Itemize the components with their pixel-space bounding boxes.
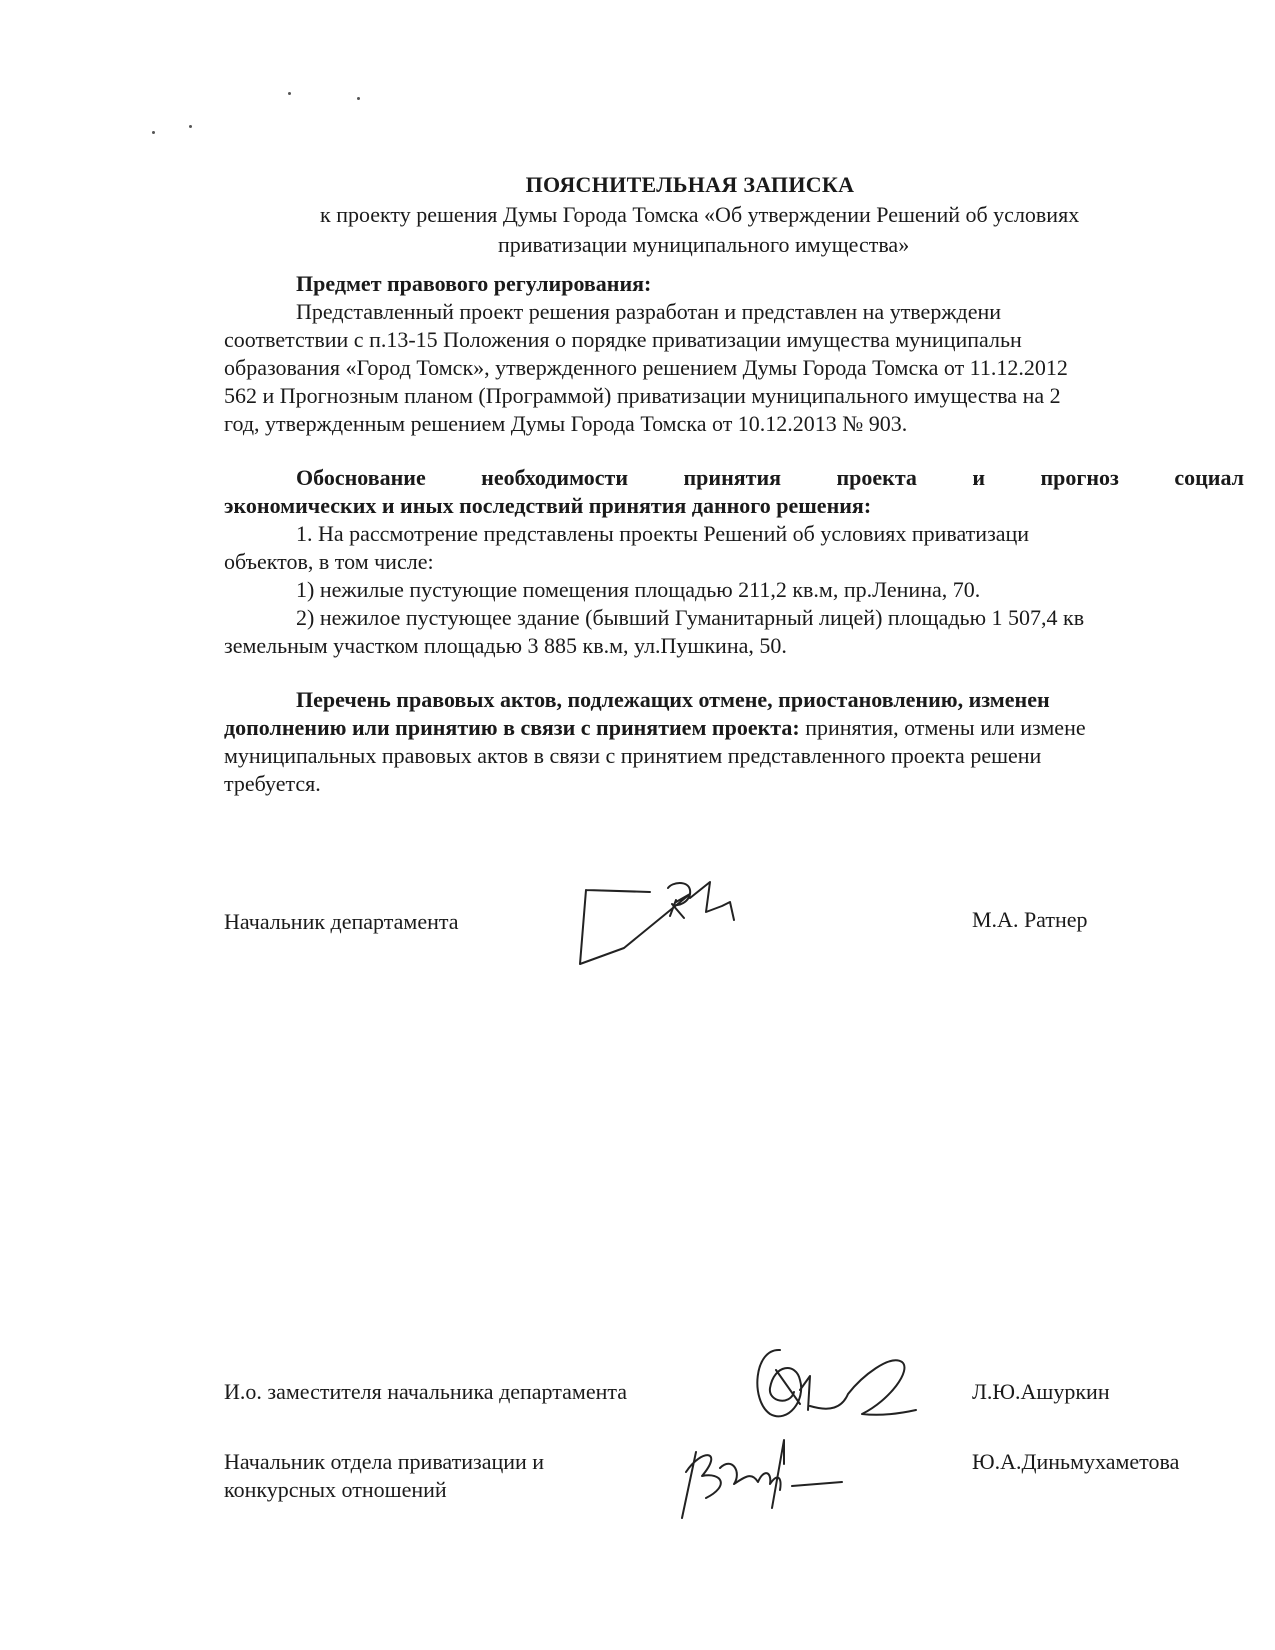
section2-line: объектов, в том числе: [224,549,434,574]
signature-name: Ю.А.Диньмухаметова [972,1449,1180,1474]
signature-ratner-icon [572,878,772,970]
scan-speck [357,97,360,100]
signature-ashurkin-icon [740,1340,950,1440]
signature-position: И.о. заместителя начальника департамента [224,1379,628,1404]
document-body [224,270,1244,798]
section1-line: образования «Город Томск», утвержденного решением Думы Города Томска от 11.12.2012 [224,355,1068,380]
section1-line: Представленный проект решения разработан и представлен на утверждени [296,299,1002,324]
section2-line: 1) нежилые пустующие помещения площадью 211,2 кв.м, пр.Ленина, 70. [296,577,981,602]
scan-speck [189,125,192,128]
signature-dinmukhametova-icon [672,1428,872,1538]
subtitle-line-1: к проекту решения Думы Города Томска «Об утверждении Решений об условиях [320,202,1080,227]
document-subtitle [320,200,1275,260]
signature-position: Начальник департамента [224,909,459,934]
section1-heading: Предмет правового регулирования: [296,271,652,296]
scan-speck [152,131,155,134]
section2-line: 1. На рассмотрение представлены проекты Решений об условиях приватизаци [296,521,1030,546]
signature-name: Л.Ю.Ашуркин [972,1379,1110,1404]
scan-speck [288,92,291,95]
section2-line: земельным участком площадью 3 885 кв.м, ул.Пушкина, 50. [224,633,787,658]
section2-line: 2) нежилое пустующее здание (бывший Гуманитарный лицей) площадью 1 507,4 кв [296,605,1085,630]
signature-name: М.А. Ратнер [972,907,1088,932]
section1-line: год, утвержденным решением Думы Города Томска от 10.12.2013 № 903. [224,411,908,436]
section1-line: соответствии с п.13-15 Положения о порядке приватизации имущества муниципальн [224,327,1022,352]
section3-heading-line1: Перечень правовых актов, подлежащих отмене, приостановлению, изменен [296,687,1050,712]
section2-heading-line1: Обоснование необходимости принятия проекта и прогноз социал [296,465,1244,490]
section3-line: муниципальных правовых актов в связи с принятием представленного проекта решени [224,743,1042,768]
document-title: ПОЯСНИТЕЛЬНАЯ ЗАПИСКА [525,172,855,197]
signature-position [224,1448,544,1504]
signature-position-line1: Начальник отдела приватизации и [224,1449,545,1474]
signature-position-line2: конкурсных отношений [224,1477,447,1502]
section3-heading-line2: дополнению или принятию в связи с принятием проекта: принятия, отмены или измене [224,715,1086,740]
section1-line: 562 и Прогнозным планом (Программой) приватизации муниципального имущества на 2 [224,383,1061,408]
subtitle-line-2: приватизации муниципального имущества» [498,232,910,257]
section2-heading-line2: экономических и иных последствий принятия данного решения: [224,493,872,518]
section3-line: требуется. [224,771,321,796]
